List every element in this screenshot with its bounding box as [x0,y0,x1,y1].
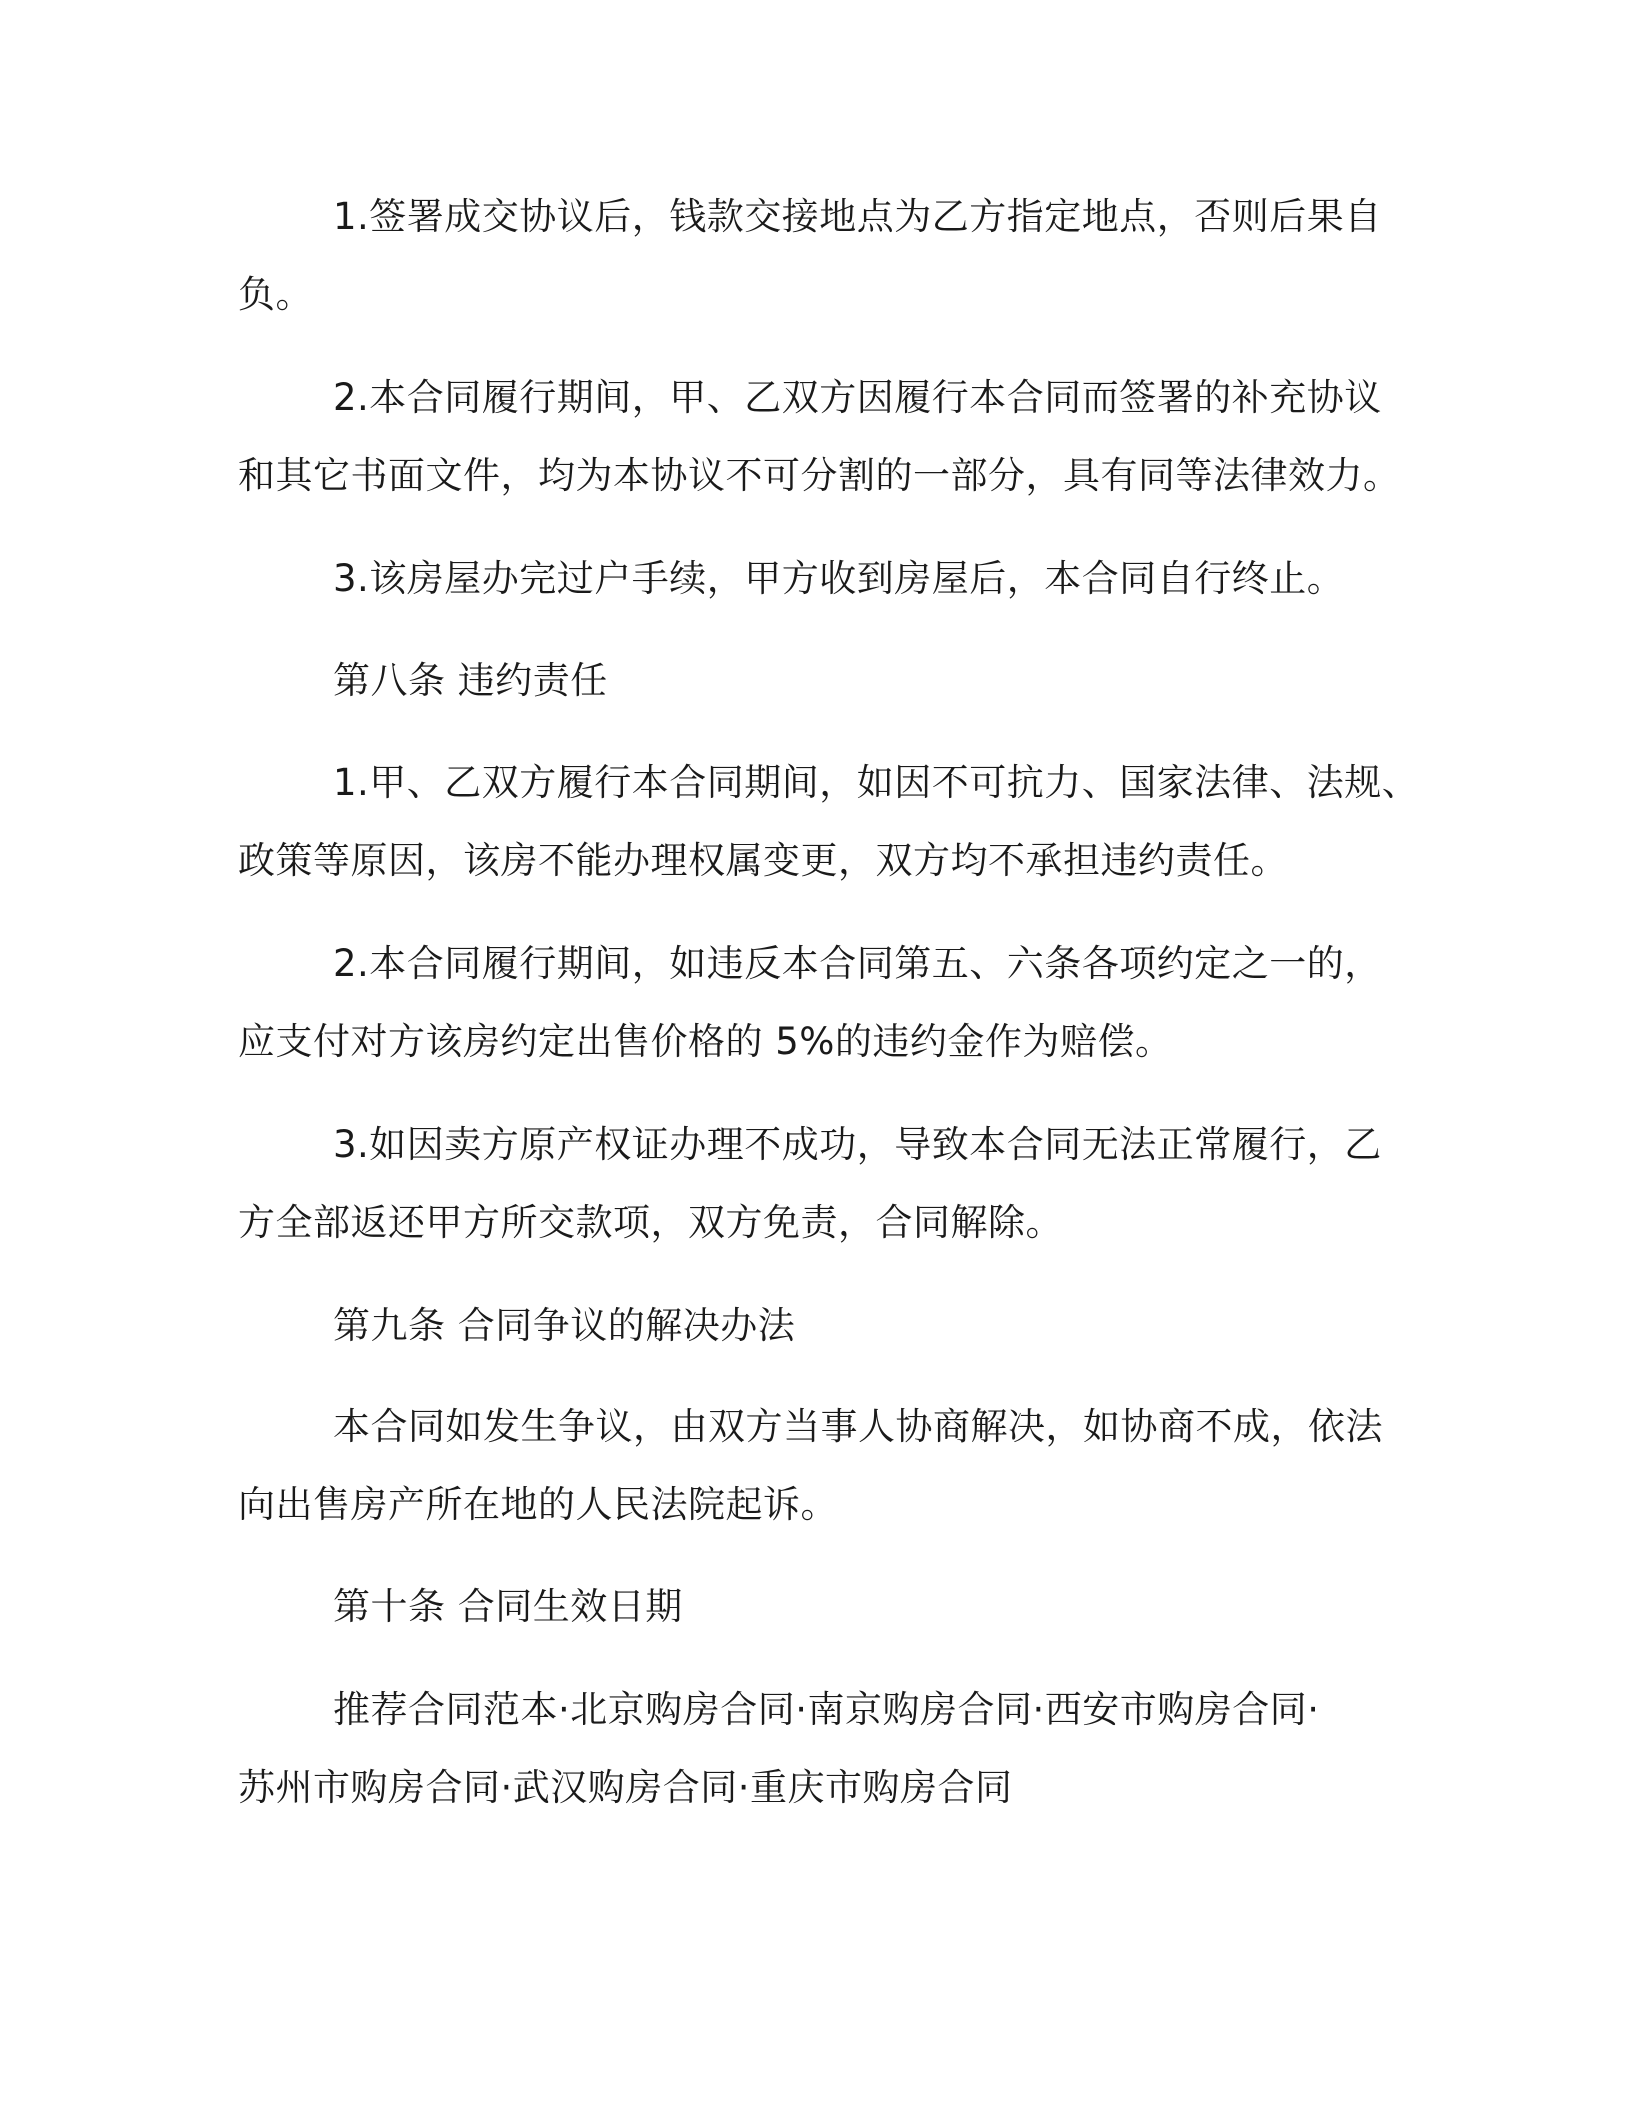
text-line: 向出售房产所在地的人民法院起诉。 [238,1483,838,1526]
section-heading: 第十条 合同生效日期 [333,1585,683,1628]
text-line: 1.甲、乙双方履行本合同期间，如因不可抗力、国家法律、法规、 [333,761,1420,804]
text-line: 1.签署成交协议后，钱款交接地点为乙方指定地点，否则后果自 [333,195,1382,238]
section-heading: 第八条 违约责任 [333,659,608,702]
text-line: 3.如因卖方原产权证办理不成功，导致本合同无法正常履行，乙 [333,1123,1382,1166]
section-heading: 第九条 合同争议的解决办法 [333,1304,796,1347]
text-line: 推荐合同范本·北京购房合同·南京购房合同·西安市购房合同· [333,1688,1320,1731]
text-line: 苏州市购房合同·武汉购房合同·重庆市购房合同 [238,1766,1013,1809]
text-line: 方全部返还甲方所交款项，双方免责，合同解除。 [238,1201,1063,1244]
text-line: 政策等原因，该房不能办理权属变更，双方均不承担违约责任。 [238,839,1288,882]
text-line: 应支付对方该房约定出售价格的 5%的违约金作为赔偿。 [238,1020,1173,1063]
text-line: 负。 [238,273,313,316]
text-line: 和其它书面文件，均为本协议不可分割的一部分，具有同等法律效力。 [238,454,1401,497]
text-line: 本合同如发生争议，由双方当事人协商解决，如协商不成，依法 [333,1405,1383,1448]
text-line: 3.该房屋办完过户手续，甲方收到房屋后，本合同自行终止。 [333,557,1345,600]
text-line: 2.本合同履行期间，如违反本合同第五、六条各项约定之一的， [333,942,1382,985]
text-line: 2.本合同履行期间，甲、乙双方因履行本合同而签署的补充协议 [333,376,1382,419]
